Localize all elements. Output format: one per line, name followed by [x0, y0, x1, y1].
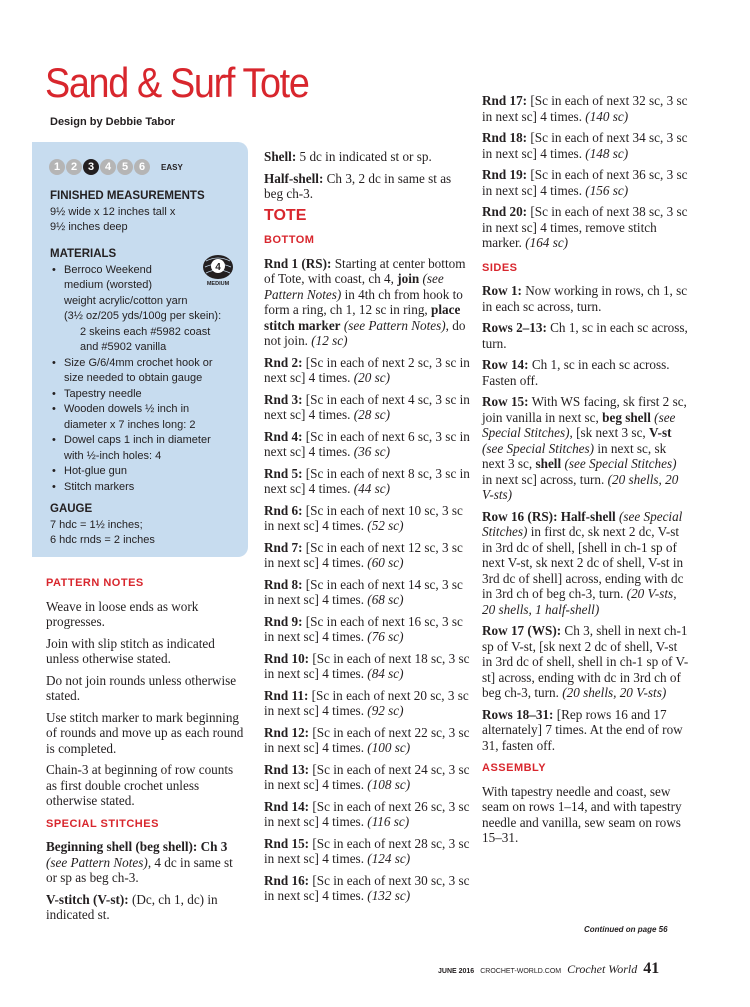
pattern-notes-heading: PATTERN NOTES	[46, 577, 144, 589]
half-shell-definition: Half-shell: Ch 3, 2 dc in same st as beg ch-3.	[264, 170, 452, 201]
round-17: Rnd 17: [Sc in each of next 32 sc, 3 sc in next sc] 4 times. (140 sc)	[482, 93, 688, 124]
assembly-text: With tapestry needle and coast, sew seam on rows 1–14, and with tapestry needle and vanilla, sew seam on rows 15–31.	[482, 783, 682, 845]
note: Do not join rounds unless otherwise stated.	[46, 672, 237, 703]
tote-heading: TOTE	[264, 206, 307, 224]
material-line: diameter x 7 inches long: 2	[64, 418, 196, 431]
designer-byline: Design by Debbie Tabor	[50, 116, 176, 128]
finished-line: 9½ wide x 12 inches tall x	[50, 205, 176, 218]
gauge-line: 7 hdc = 1½ inches;	[50, 518, 143, 531]
rows-18-31: Rows 18–31: [Rep rows 16 and 17 alternately] 7 times. At the end of row 31, fasten off.	[482, 706, 683, 753]
round-18: Rnd 18: [Sc in each of next 34 sc, 3 sc in next sc] 4 times. (148 sc)	[482, 130, 688, 161]
special-stitches-heading: SPECIAL STITCHES	[46, 817, 159, 830]
round-19: Rnd 19: [Sc in each of next 36 sc, 3 sc in next sc] 4 times. (156 sc)	[482, 167, 688, 198]
material-item: • Wooden dowels ½ inch in	[50, 402, 240, 418]
beg-shell-definition: Beginning shell (beg shell): Ch 3 (see Pattern Notes), 4 dc in same st or sp as beg ch-3.	[46, 839, 233, 885]
round-5: Rnd 5: [Sc in each of next 8 sc, 3 sc in next sc] 4 times. (44 sc)	[264, 465, 470, 496]
material-item: • Dowel caps 1 inch in diameter	[50, 433, 240, 449]
v-stitch-definition: V-stitch (V-st): (Dc, ch 1, dc) in indicated st.	[46, 891, 218, 922]
round-15: Rnd 15: [Sc in each of next 28 sc, 3 sc in next sc] 4 times. (124 sc)	[264, 835, 470, 866]
yarn-weight-icon	[200, 252, 236, 286]
skill-level-2: 2	[66, 159, 82, 175]
material-line: 2 skeins each #5982 coast	[80, 325, 211, 338]
continued-note: Continued on page 56	[584, 925, 668, 934]
finished-line: 9½ inches deep	[50, 221, 128, 233]
page-footer	[438, 960, 659, 978]
note: Join with slip stitch as indicated unless otherwise stated.	[46, 635, 215, 666]
column-1	[46, 576, 246, 929]
skill-level-indicator	[49, 159, 183, 175]
round-8: Rnd 8: [Sc in each of next 14 sc, 3 sc in next sc] 4 times. (68 sc)	[264, 576, 463, 607]
material-item: • Berroco Weekend	[50, 263, 240, 279]
row-17: Row 17 (WS): Ch 3, shell in next ch-1 sp of V-st, [sk next 2 dc of shell, V-st in 3rd dc of shell, shell in ch-1 sp of V-st] across, ending with dc in 3rd ch of beg ch-3, turn. (20 shells, 20 V-sts)	[482, 623, 689, 700]
material-item: • Tapestry needle	[50, 387, 240, 403]
gauge-line: 6 hdc rnds = 2 inches	[50, 534, 155, 546]
material-item: • Size G/6/4mm crochet hook or	[50, 356, 240, 372]
material-line: size needed to obtain gauge	[64, 372, 203, 384]
round-11: Rnd 11: [Sc in each of next 20 sc, 3 sc in next sc] 4 times. (92 sc)	[264, 687, 469, 718]
material-item: • Stitch markers	[50, 480, 240, 496]
page-title: Sand & Surf Tote	[45, 59, 309, 106]
skill-level-5: 5	[117, 159, 133, 175]
page-number: 41	[643, 960, 660, 977]
rows-2-13: Rows 2–13: Ch 1, sc in each sc across, turn.	[482, 320, 688, 351]
footer-date: JUNE 2016	[438, 968, 475, 975]
bottom-heading: BOTTOM	[264, 234, 315, 246]
round-12: Rnd 12: [Sc in each of next 22 sc, 3 sc in next sc] 4 times. (100 sc)	[264, 724, 470, 755]
sides-heading: SIDES	[482, 261, 518, 274]
round-16: Rnd 16: [Sc in each of next 30 sc, 3 sc in next sc] 4 times. (132 sc)	[264, 872, 470, 903]
column-3	[482, 93, 690, 852]
row-1: Row 1: Now working in rows, ch 1, sc in each sc across, turn.	[482, 283, 688, 314]
note: Chain-3 at beginning of row counts as first double crochet unless otherwise stated.	[46, 762, 234, 808]
skill-level-1: 1	[49, 159, 65, 175]
gauge-heading: GAUGE	[50, 503, 93, 515]
row-16: Row 16 (RS): Half-shell (see Special Stitches) in first dc, sk next 2 dc, V-st in 3rd dc of shell, [shell in ch-1 sp of next V-st, sk next 2 dc of shell, V-st in 3rd dc of shell] across, ending with dc in 3rd ch of beg ch-3, turn. (20 V-sts, 20 shells, 1 half-shell)	[482, 508, 684, 617]
material-line: (3½ oz/205 yds/100g per skein):	[64, 310, 222, 322]
round-10: Rnd 10: [Sc in each of next 18 sc, 3 sc in next sc] 4 times. (84 sc)	[264, 650, 470, 681]
gauge-section	[50, 502, 155, 549]
round-9: Rnd 9: [Sc in each of next 16 sc, 3 sc in next sc] 4 times. (76 sc)	[264, 613, 463, 644]
round-13: Rnd 13: [Sc in each of next 24 sc, 3 sc in next sc] 4 times. (108 sc)	[264, 761, 470, 792]
skill-level-label: EASY	[161, 162, 183, 172]
round-4: Rnd 4: [Sc in each of next 6 sc, 3 sc in next sc] 4 times. (36 sc)	[264, 428, 470, 459]
round-2: Rnd 2: [Sc in each of next 2 sc, 3 sc in next sc] 4 times. (20 sc)	[264, 354, 470, 385]
row-14: Row 14: Ch 1, sc in each sc across. Fasten off.	[482, 357, 670, 388]
column-2	[264, 149, 470, 910]
skill-level-6: 6	[134, 159, 150, 175]
yarn-weight-label: MEDIUM	[206, 281, 230, 286]
round-20: Rnd 20: [Sc in each of next 38 sc, 3 sc in next sc] 4 times, remove stitch marker. (164 sc)	[482, 204, 688, 250]
material-item: • Hot-glue gun	[50, 464, 240, 480]
round-14: Rnd 14: [Sc in each of next 26 sc, 3 sc in next sc] 4 times. (116 sc)	[264, 798, 470, 829]
finished-heading: FINISHED MEASUREMENTS	[50, 190, 205, 202]
footer-url: CROCHET-WORLD.COM	[480, 968, 562, 975]
material-line: with ½-inch holes: 4	[64, 449, 162, 462]
yarn-weight-number: 4	[215, 262, 221, 273]
round-7: Rnd 7: [Sc in each of next 12 sc, 3 sc in next sc] 4 times. (60 sc)	[264, 539, 463, 570]
round-1: Rnd 1 (RS): Starting at center bottom of Tote, with coast, ch 4, join (see Pattern Notes) in 4th ch from hook to form a ring, ch 1, 12 sc in ring, place stitch marker (see Pattern Notes), do not join. (12 sc)	[264, 255, 466, 348]
shell-definition: Shell: 5 dc in indicated st or sp.	[264, 149, 432, 164]
skill-level-4: 4	[100, 159, 116, 175]
round-3: Rnd 3: [Sc in each of next 4 sc, 3 sc in next sc] 4 times. (28 sc)	[264, 391, 470, 422]
material-line: weight acrylic/cotton yarn	[64, 294, 188, 307]
skill-level-3: 3	[83, 159, 99, 175]
material-line: and #5902 vanilla	[80, 341, 167, 353]
material-line: medium (worsted)	[64, 279, 153, 291]
round-6: Rnd 6: [Sc in each of next 10 sc, 3 sc in next sc] 4 times. (52 sc)	[264, 502, 463, 533]
footer-magazine: Crochet World	[567, 962, 638, 976]
note: Weave in loose ends as work progresses.	[46, 598, 199, 629]
finished-measurements	[50, 189, 205, 236]
note: Use stitch marker to mark beginning of rounds and move up as each round is completed.	[46, 709, 244, 756]
materials-heading: MATERIALS	[50, 248, 117, 260]
assembly-heading: ASSEMBLY	[482, 762, 547, 774]
row-15: Row 15: With WS facing, sk first 2 sc, join vanilla in next sc, beg shell (see Special Stitches), [sk next 3 sc, V-st (see Special Stitches) in next sc, sk next 3 sc, shell (see Special Stitches) in next sc] across, turn. (20 shells, 20 V-sts)	[482, 394, 687, 502]
